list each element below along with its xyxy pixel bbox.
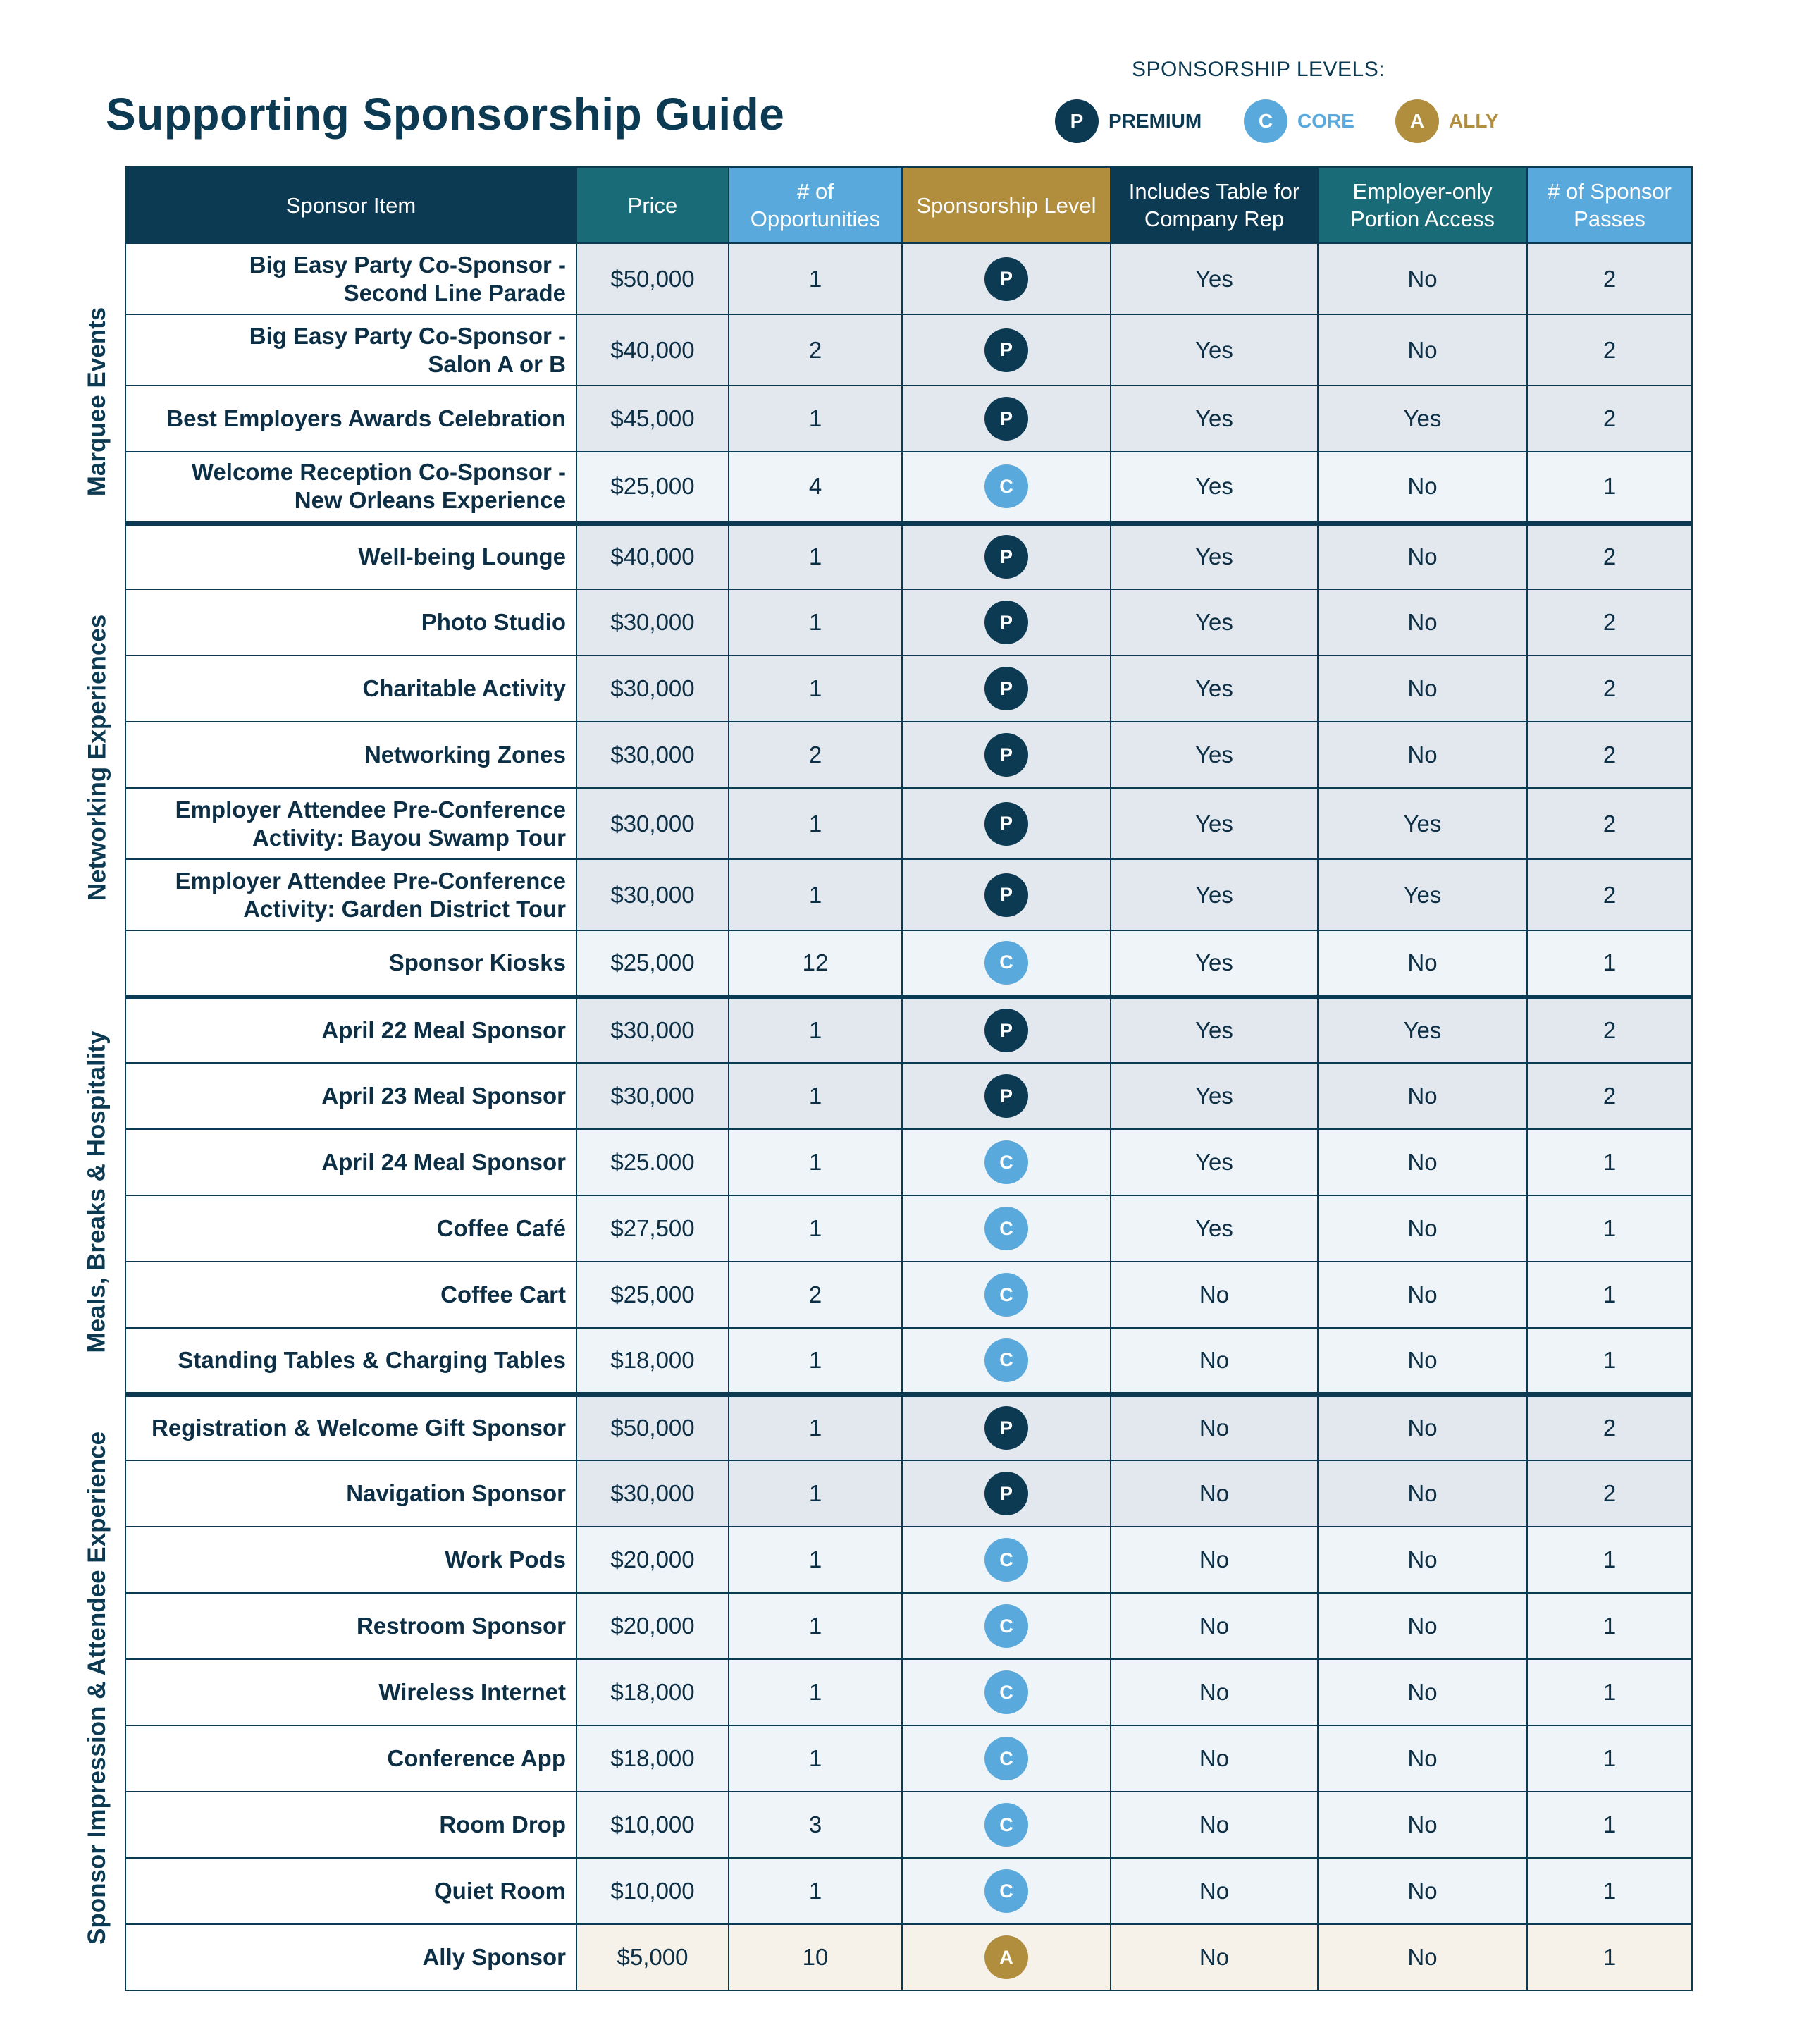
level-cell xyxy=(902,589,1111,655)
table-row xyxy=(125,1262,1692,1328)
table-row xyxy=(125,997,1692,1063)
price-cell: $10,000 xyxy=(576,1858,729,1924)
header-price: Price xyxy=(576,167,729,243)
sponsor-item-line: Big Easy Party Co-Sponsor - xyxy=(249,251,566,278)
header-employer-access: Employer-only Portion Access xyxy=(1318,167,1527,243)
premium-badge-icon: P xyxy=(984,873,1028,917)
opportunities-cell: 1 xyxy=(729,788,902,859)
core-badge-icon: C xyxy=(984,1338,1028,1382)
includes-table-cell: No xyxy=(1111,1328,1318,1394)
sponsor-item-cell xyxy=(125,243,576,314)
passes-cell: 1 xyxy=(1527,1262,1692,1328)
premium-badge-icon: P xyxy=(984,1009,1028,1052)
table-row xyxy=(125,1792,1692,1858)
table-row xyxy=(125,1725,1692,1792)
includes-table-cell: No xyxy=(1111,1394,1318,1460)
includes-table-cell: Yes xyxy=(1111,589,1318,655)
header-level: Sponsorship Level xyxy=(902,167,1111,243)
passes-cell: 1 xyxy=(1527,1858,1692,1924)
core-badge-icon: C xyxy=(984,1140,1028,1184)
opportunities-cell: 1 xyxy=(729,1328,902,1394)
employer-access-cell: No xyxy=(1318,1328,1527,1394)
sponsor-item-cell xyxy=(125,655,576,722)
sponsor-item-cell xyxy=(125,589,576,655)
sponsor-item-cell xyxy=(125,1527,576,1593)
legend-core-label: CORE xyxy=(1297,110,1354,132)
level-cell xyxy=(902,1725,1111,1792)
employer-access-cell: No xyxy=(1318,1129,1527,1195)
table-row xyxy=(125,930,1692,997)
opportunities-cell: 1 xyxy=(729,1527,902,1593)
ally-badge-icon: A xyxy=(984,1935,1028,1979)
premium-badge-icon: P xyxy=(984,601,1028,644)
passes-cell: 1 xyxy=(1527,1129,1692,1195)
passes-cell: 2 xyxy=(1527,788,1692,859)
price-cell: $40,000 xyxy=(576,314,729,386)
table-row xyxy=(125,523,1692,589)
table-row xyxy=(125,314,1692,386)
employer-access-cell: No xyxy=(1318,1593,1527,1659)
legend-premium-label: PREMIUM xyxy=(1109,110,1202,132)
table-row xyxy=(125,1924,1692,1990)
sponsor-item-cell xyxy=(125,1394,576,1460)
premium-badge-icon: P xyxy=(984,1406,1028,1450)
sponsor-item-line: Activity: Garden District Tour xyxy=(243,895,566,922)
employer-access-cell: Yes xyxy=(1318,788,1527,859)
premium-badge-icon: P xyxy=(984,667,1028,710)
employer-access-cell: No xyxy=(1318,1394,1527,1460)
price-cell: $50,000 xyxy=(576,1394,729,1460)
employer-access-cell: No xyxy=(1318,452,1527,523)
passes-cell: 1 xyxy=(1527,1725,1692,1792)
table-row xyxy=(125,589,1692,655)
price-cell: $25,000 xyxy=(576,930,729,997)
sponsor-item-line: Charitable Activity xyxy=(362,675,566,701)
level-cell xyxy=(902,1858,1111,1924)
level-cell xyxy=(902,1394,1111,1460)
core-badge-icon: C xyxy=(984,1207,1028,1250)
opportunities-cell: 1 xyxy=(729,1129,902,1195)
sponsor-item-line: Networking Zones xyxy=(364,741,566,768)
page-title: Supporting Sponsorship Guide xyxy=(106,89,785,140)
level-cell xyxy=(902,722,1111,788)
sponsor-item-cell xyxy=(125,788,576,859)
employer-access-cell: Yes xyxy=(1318,386,1527,452)
level-cell xyxy=(902,655,1111,722)
level-cell xyxy=(902,243,1111,314)
price-cell: $30,000 xyxy=(576,589,729,655)
passes-cell: 2 xyxy=(1527,1460,1692,1527)
table-row xyxy=(125,1195,1692,1262)
includes-table-cell: Yes xyxy=(1111,788,1318,859)
table-row xyxy=(125,722,1692,788)
sponsor-item-line: Coffee Cart xyxy=(440,1281,566,1307)
core-badge-icon: C xyxy=(984,1604,1028,1648)
legend-ally-label: ALLY xyxy=(1449,110,1499,132)
opportunities-cell: 1 xyxy=(729,1394,902,1460)
header-passes: # of Sponsor Passes xyxy=(1527,167,1692,243)
opportunities-cell: 10 xyxy=(729,1924,902,1990)
price-cell: $20,000 xyxy=(576,1527,729,1593)
passes-cell: 2 xyxy=(1527,589,1692,655)
includes-table-cell: Yes xyxy=(1111,1129,1318,1195)
sponsor-item-line: Sponsor Kiosks xyxy=(388,949,566,975)
sponsor-item-line: Employer Attendee Pre-Conference xyxy=(175,796,566,823)
header-opportunities: # of Opportunities xyxy=(729,167,902,243)
sponsor-item-cell xyxy=(125,1858,576,1924)
header-sponsor-item: Sponsor Item xyxy=(125,167,576,243)
sponsor-item-line: Coffee Café xyxy=(436,1215,566,1241)
sponsor-item-line: Second Line Parade xyxy=(343,279,566,306)
premium-badge-icon: P xyxy=(984,257,1028,301)
header-table: Includes Table for Company Rep xyxy=(1111,167,1318,243)
includes-table-cell: No xyxy=(1111,1262,1318,1328)
employer-access-cell: No xyxy=(1318,1063,1527,1129)
includes-table-cell: Yes xyxy=(1111,930,1318,997)
passes-cell: 2 xyxy=(1527,859,1692,930)
passes-cell: 2 xyxy=(1527,997,1692,1063)
includes-table-cell: Yes xyxy=(1111,314,1318,386)
sponsor-item-cell xyxy=(125,1792,576,1858)
passes-cell: 2 xyxy=(1527,243,1692,314)
includes-table-cell: Yes xyxy=(1111,997,1318,1063)
sponsor-item-cell xyxy=(125,722,576,788)
price-cell: $50,000 xyxy=(576,243,729,314)
table-row xyxy=(125,788,1692,859)
level-cell xyxy=(902,1195,1111,1262)
includes-table-cell: Yes xyxy=(1111,722,1318,788)
includes-table-cell: Yes xyxy=(1111,655,1318,722)
employer-access-cell: Yes xyxy=(1318,859,1527,930)
includes-table-cell: Yes xyxy=(1111,1063,1318,1129)
sponsor-item-cell xyxy=(125,1593,576,1659)
sponsor-item-line: Conference App xyxy=(387,1745,566,1771)
level-cell xyxy=(902,1129,1111,1195)
level-cell xyxy=(902,1063,1111,1129)
employer-access-cell: No xyxy=(1318,1924,1527,1990)
table-row xyxy=(125,1593,1692,1659)
core-badge-icon: C xyxy=(984,464,1028,508)
sponsor-item-cell xyxy=(125,452,576,523)
sponsor-item-line: Best Employers Awards Celebration xyxy=(166,405,566,431)
opportunities-cell: 1 xyxy=(729,859,902,930)
sponsor-item-line: Welcome Reception Co-Sponsor - xyxy=(191,459,566,486)
passes-cell: 2 xyxy=(1527,314,1692,386)
legend-core xyxy=(1244,99,1354,143)
price-cell: $30,000 xyxy=(576,655,729,722)
price-cell: $18,000 xyxy=(576,1659,729,1725)
opportunities-cell: 1 xyxy=(729,243,902,314)
opportunities-cell: 1 xyxy=(729,523,902,589)
core-badge-icon: C xyxy=(1244,99,1287,143)
employer-access-cell: No xyxy=(1318,1527,1527,1593)
employer-access-cell: No xyxy=(1318,1725,1527,1792)
passes-cell: 2 xyxy=(1527,1394,1692,1460)
sponsor-item-cell xyxy=(125,1460,576,1527)
includes-table-cell: No xyxy=(1111,1460,1318,1527)
table-row xyxy=(125,386,1692,452)
sponsor-item-cell xyxy=(125,1328,576,1394)
table-row xyxy=(125,1129,1692,1195)
employer-access-cell: No xyxy=(1318,1195,1527,1262)
level-cell xyxy=(902,1328,1111,1394)
core-badge-icon: C xyxy=(984,1273,1028,1317)
opportunities-cell: 1 xyxy=(729,655,902,722)
opportunities-cell: 1 xyxy=(729,1659,902,1725)
table-row xyxy=(125,452,1692,523)
includes-table-cell: No xyxy=(1111,1792,1318,1858)
table-row xyxy=(125,1394,1692,1460)
table-row xyxy=(125,1328,1692,1394)
passes-cell: 1 xyxy=(1527,1328,1692,1394)
employer-access-cell: No xyxy=(1318,1262,1527,1328)
price-cell: $20,000 xyxy=(576,1593,729,1659)
level-cell xyxy=(902,930,1111,997)
price-cell: $5,000 xyxy=(576,1924,729,1990)
includes-table-cell: Yes xyxy=(1111,859,1318,930)
sponsor-item-line: Wireless Internet xyxy=(378,1679,566,1705)
opportunities-cell: 1 xyxy=(729,386,902,452)
sponsor-item-line: April 22 Meal Sponsor xyxy=(321,1017,566,1044)
table-row xyxy=(125,1659,1692,1725)
employer-access-cell: No xyxy=(1318,722,1527,788)
passes-cell: 1 xyxy=(1527,1659,1692,1725)
core-badge-icon: C xyxy=(984,1803,1028,1847)
table-row xyxy=(125,1460,1692,1527)
level-cell xyxy=(902,788,1111,859)
employer-access-cell: No xyxy=(1318,523,1527,589)
ally-badge-icon: A xyxy=(1395,99,1439,143)
sponsor-item-line: Well-being Lounge xyxy=(358,543,566,570)
level-cell xyxy=(902,1924,1111,1990)
passes-cell: 2 xyxy=(1527,1063,1692,1129)
table-row xyxy=(125,1063,1692,1129)
opportunities-cell: 1 xyxy=(729,1858,902,1924)
price-cell: $25,000 xyxy=(576,1262,729,1328)
sponsor-item-cell xyxy=(125,1195,576,1262)
sponsor-item-line: April 23 Meal Sponsor xyxy=(321,1083,566,1109)
passes-cell: 1 xyxy=(1527,452,1692,523)
sponsor-item-line: Big Easy Party Co-Sponsor - xyxy=(249,322,566,349)
employer-access-cell: No xyxy=(1318,1792,1527,1858)
passes-cell: 1 xyxy=(1527,930,1692,997)
price-cell: $18,000 xyxy=(576,1725,729,1792)
level-cell xyxy=(902,1527,1111,1593)
passes-cell: 2 xyxy=(1527,386,1692,452)
sponsor-item-line: Quiet Room xyxy=(434,1878,566,1904)
includes-table-cell: Yes xyxy=(1111,1195,1318,1262)
opportunities-cell: 1 xyxy=(729,1725,902,1792)
passes-cell: 1 xyxy=(1527,1792,1692,1858)
sponsor-item-line: Ally Sponsor xyxy=(422,1944,566,1970)
price-cell: $25.000 xyxy=(576,1129,729,1195)
premium-badge-icon: P xyxy=(984,535,1028,579)
opportunities-cell: 2 xyxy=(729,1262,902,1328)
employer-access-cell: No xyxy=(1318,243,1527,314)
sponsor-item-line: Employer Attendee Pre-Conference xyxy=(175,867,566,894)
table-row xyxy=(125,1858,1692,1924)
opportunities-cell: 1 xyxy=(729,1593,902,1659)
employer-access-cell: No xyxy=(1318,314,1527,386)
sponsor-item-line: New Orleans Experience xyxy=(294,487,566,514)
core-badge-icon: C xyxy=(984,941,1028,985)
level-cell xyxy=(902,386,1111,452)
core-badge-icon: C xyxy=(984,1737,1028,1780)
opportunities-cell: 1 xyxy=(729,1195,902,1262)
price-cell: $40,000 xyxy=(576,523,729,589)
sponsor-item-line: Photo Studio xyxy=(421,609,566,635)
includes-table-cell: Yes xyxy=(1111,243,1318,314)
sponsor-item-cell xyxy=(125,386,576,452)
opportunities-cell: 1 xyxy=(729,1063,902,1129)
legend-title: SPONSORSHIP LEVELS: xyxy=(1132,58,1385,81)
premium-badge-icon: P xyxy=(984,802,1028,846)
employer-access-cell: No xyxy=(1318,1858,1527,1924)
premium-badge-icon: P xyxy=(984,328,1028,372)
includes-table-cell: No xyxy=(1111,1924,1318,1990)
includes-table-cell: Yes xyxy=(1111,452,1318,523)
includes-table-cell: No xyxy=(1111,1659,1318,1725)
includes-table-cell: No xyxy=(1111,1527,1318,1593)
passes-cell: 1 xyxy=(1527,1593,1692,1659)
sponsor-item-line: Work Pods xyxy=(445,1546,566,1572)
sponsor-item-cell xyxy=(125,523,576,589)
includes-table-cell: No xyxy=(1111,1593,1318,1659)
opportunities-cell: 4 xyxy=(729,452,902,523)
price-cell: $25,000 xyxy=(576,452,729,523)
includes-table-cell: Yes xyxy=(1111,386,1318,452)
sponsor-item-line: April 24 Meal Sponsor xyxy=(321,1149,566,1175)
price-cell: $27,500 xyxy=(576,1195,729,1262)
includes-table-cell: Yes xyxy=(1111,523,1318,589)
opportunities-cell: 1 xyxy=(729,997,902,1063)
employer-access-cell: No xyxy=(1318,1659,1527,1725)
level-cell xyxy=(902,523,1111,589)
includes-table-cell: No xyxy=(1111,1858,1318,1924)
level-cell xyxy=(902,1792,1111,1858)
sponsor-item-cell xyxy=(125,997,576,1063)
level-cell xyxy=(902,997,1111,1063)
passes-cell: 2 xyxy=(1527,523,1692,589)
employer-access-cell: No xyxy=(1318,930,1527,997)
sponsor-item-line: Registration & Welcome Gift Sponsor xyxy=(152,1415,566,1441)
legend-premium xyxy=(1055,99,1202,143)
price-cell: $30,000 xyxy=(576,722,729,788)
legend-ally xyxy=(1395,99,1499,143)
sponsor-item-cell xyxy=(125,314,576,386)
employer-access-cell: Yes xyxy=(1318,997,1527,1063)
sponsor-item-cell xyxy=(125,1924,576,1990)
core-badge-icon: C xyxy=(984,1869,1028,1913)
level-cell xyxy=(902,859,1111,930)
price-cell: $30,000 xyxy=(576,1460,729,1527)
level-cell xyxy=(902,1593,1111,1659)
price-cell: $30,000 xyxy=(576,788,729,859)
passes-cell: 2 xyxy=(1527,655,1692,722)
price-cell: $10,000 xyxy=(576,1792,729,1858)
sponsor-item-cell xyxy=(125,1129,576,1195)
opportunities-cell: 2 xyxy=(729,722,902,788)
sponsor-item-cell xyxy=(125,930,576,997)
table-row xyxy=(125,655,1692,722)
passes-cell: 1 xyxy=(1527,1195,1692,1262)
level-cell xyxy=(902,1460,1111,1527)
level-cell xyxy=(902,314,1111,386)
premium-badge-icon: P xyxy=(984,733,1028,777)
opportunities-cell: 12 xyxy=(729,930,902,997)
core-badge-icon: C xyxy=(984,1670,1028,1714)
sponsor-item-line: Room Drop xyxy=(439,1811,566,1837)
passes-cell: 2 xyxy=(1527,722,1692,788)
price-cell: $45,000 xyxy=(576,386,729,452)
sponsor-item-cell xyxy=(125,1063,576,1129)
price-cell: $30,000 xyxy=(576,1063,729,1129)
passes-cell: 1 xyxy=(1527,1924,1692,1990)
table-row xyxy=(125,1527,1692,1593)
table-row xyxy=(125,243,1692,314)
passes-cell: 1 xyxy=(1527,1527,1692,1593)
sponsor-item-line: Salon A or B xyxy=(428,350,566,377)
opportunities-cell: 3 xyxy=(729,1792,902,1858)
employer-access-cell: No xyxy=(1318,1460,1527,1527)
price-cell: $18,000 xyxy=(576,1328,729,1394)
employer-access-cell: No xyxy=(1318,655,1527,722)
sponsor-item-line: Activity: Bayou Swamp Tour xyxy=(252,824,566,851)
price-cell: $30,000 xyxy=(576,997,729,1063)
sponsor-item-line: Navigation Sponsor xyxy=(346,1480,566,1506)
sponsor-item-line: Standing Tables & Charging Tables xyxy=(178,1346,566,1373)
table-header-row xyxy=(125,167,1692,243)
sponsorship-table xyxy=(125,166,1693,1991)
sponsor-item-cell xyxy=(125,859,576,930)
employer-access-cell: No xyxy=(1318,589,1527,655)
sponsor-item-cell xyxy=(125,1659,576,1725)
level-cell xyxy=(902,1262,1111,1328)
premium-badge-icon: P xyxy=(984,1074,1028,1118)
sponsor-item-line: Restroom Sponsor xyxy=(356,1613,566,1639)
opportunities-cell: 1 xyxy=(729,1460,902,1527)
level-cell xyxy=(902,1659,1111,1725)
table-row xyxy=(125,859,1692,930)
includes-table-cell: No xyxy=(1111,1725,1318,1792)
premium-badge-icon: P xyxy=(984,1472,1028,1515)
price-cell: $30,000 xyxy=(576,859,729,930)
premium-badge-icon: P xyxy=(1055,99,1099,143)
sponsor-item-cell xyxy=(125,1725,576,1792)
opportunities-cell: 2 xyxy=(729,314,902,386)
level-cell xyxy=(902,452,1111,523)
premium-badge-icon: P xyxy=(984,397,1028,441)
sponsor-item-cell xyxy=(125,1262,576,1328)
opportunities-cell: 1 xyxy=(729,589,902,655)
core-badge-icon: C xyxy=(984,1538,1028,1582)
